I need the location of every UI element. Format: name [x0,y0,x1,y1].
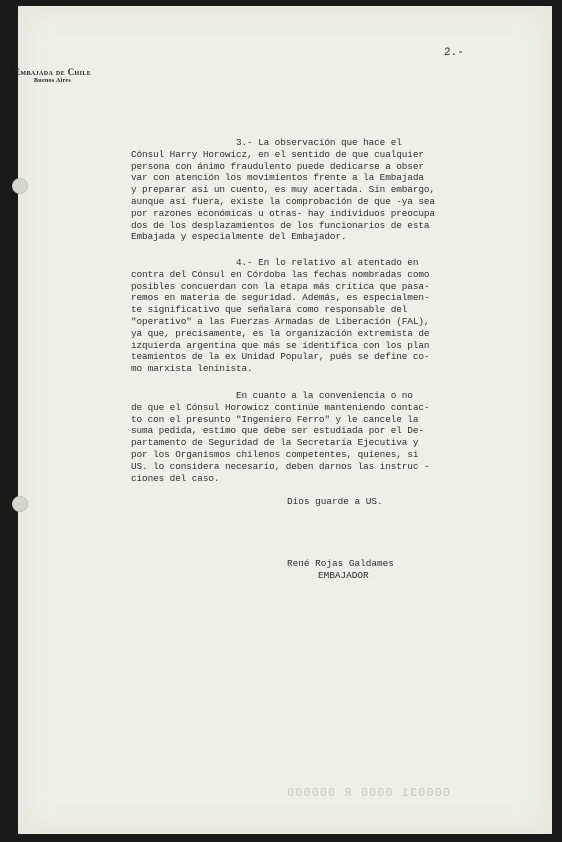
signature-name: René Rojas Galdames [287,558,394,569]
paragraph-conveniencia [131,390,491,484]
text-line: dos de los desplazamientos de los funcionarios de esta [131,219,430,231]
text-line: y preparar así un cuento, es muy acertada. Sin embargo, [131,184,435,196]
text-line: mo marxista leninista. [131,363,253,375]
text-line: US. lo considera necesario, deben darnos las instruc - [131,460,430,472]
letterhead-name: Embajada de Chile [14,67,92,77]
closing-salutation: Dios guarde a US. [287,496,383,507]
binder-hole [12,496,28,512]
page-number: 2.- [444,47,464,59]
text-line: izquierda argentina que más se identifica con los plan [131,339,430,351]
text-line: teamientos de la ex Unidad Popular, pués se define co- [131,351,430,363]
text-line: aunque así fuera, existe la comprobación de que -ya sea [131,195,435,207]
text-line: posibles concuerdan con la etapa más crítica que pasa- [131,280,430,292]
text-line: ciones del caso. [131,472,220,484]
text-line: En cuanto a la conveniencia o no [131,390,413,401]
text-line: remos en materia de seguridad. Además, es especialmen- [131,292,430,304]
paragraph-3 [131,137,491,243]
archive-stamp: 000031 0000 R 000000 [286,786,451,800]
text-line: Embajada y especialmente del Embajador. [131,231,347,243]
text-line: partamento de Seguridad de la Secretaría Ejecutiva y [131,437,419,449]
text-line: "operativo" a las Fuerzas Armadas de Liberación (FAL), [131,315,430,327]
text-line: de que el Cónsul Horowicz continúe manteniendo contac- [131,401,430,413]
text-line: suma pedida, estimo que debe ser estudiada por el De- [131,425,424,437]
text-line: 4.- En lo relativo al atentado en [131,257,419,268]
text-line: to con el presunto "Ingeniero Ferro" y le cancele la [131,413,419,425]
paragraph-4 [131,257,491,375]
letterhead-city: Buenos Aires [34,78,71,84]
text-line: por razones económicas u otras- hay individuos preocupa [131,207,435,219]
letterhead [14,67,91,84]
text-line: por los Organismos chilenos competentes, quienes, si [131,448,419,460]
text-line: ya que, precisamente, es la organización extremista de [131,327,430,339]
binder-hole [12,178,28,194]
text-line: var con atención los movimientos frente a la Embajada [131,172,424,184]
text-line: contra del Cónsul en Córdoba las fechas nombradas como [131,268,430,280]
text-line: te significativo que señalara como responsable del [131,304,408,316]
signature-title: EMBAJADOR [318,570,369,581]
text-line: 3.- La observación que hace el [131,137,402,148]
text-line: persona con ánimo fraudulento puede dedicarse a obser [131,160,424,172]
text-line: Cónsul Harry Horowicz, en el sentido de que cualquier [131,148,424,160]
